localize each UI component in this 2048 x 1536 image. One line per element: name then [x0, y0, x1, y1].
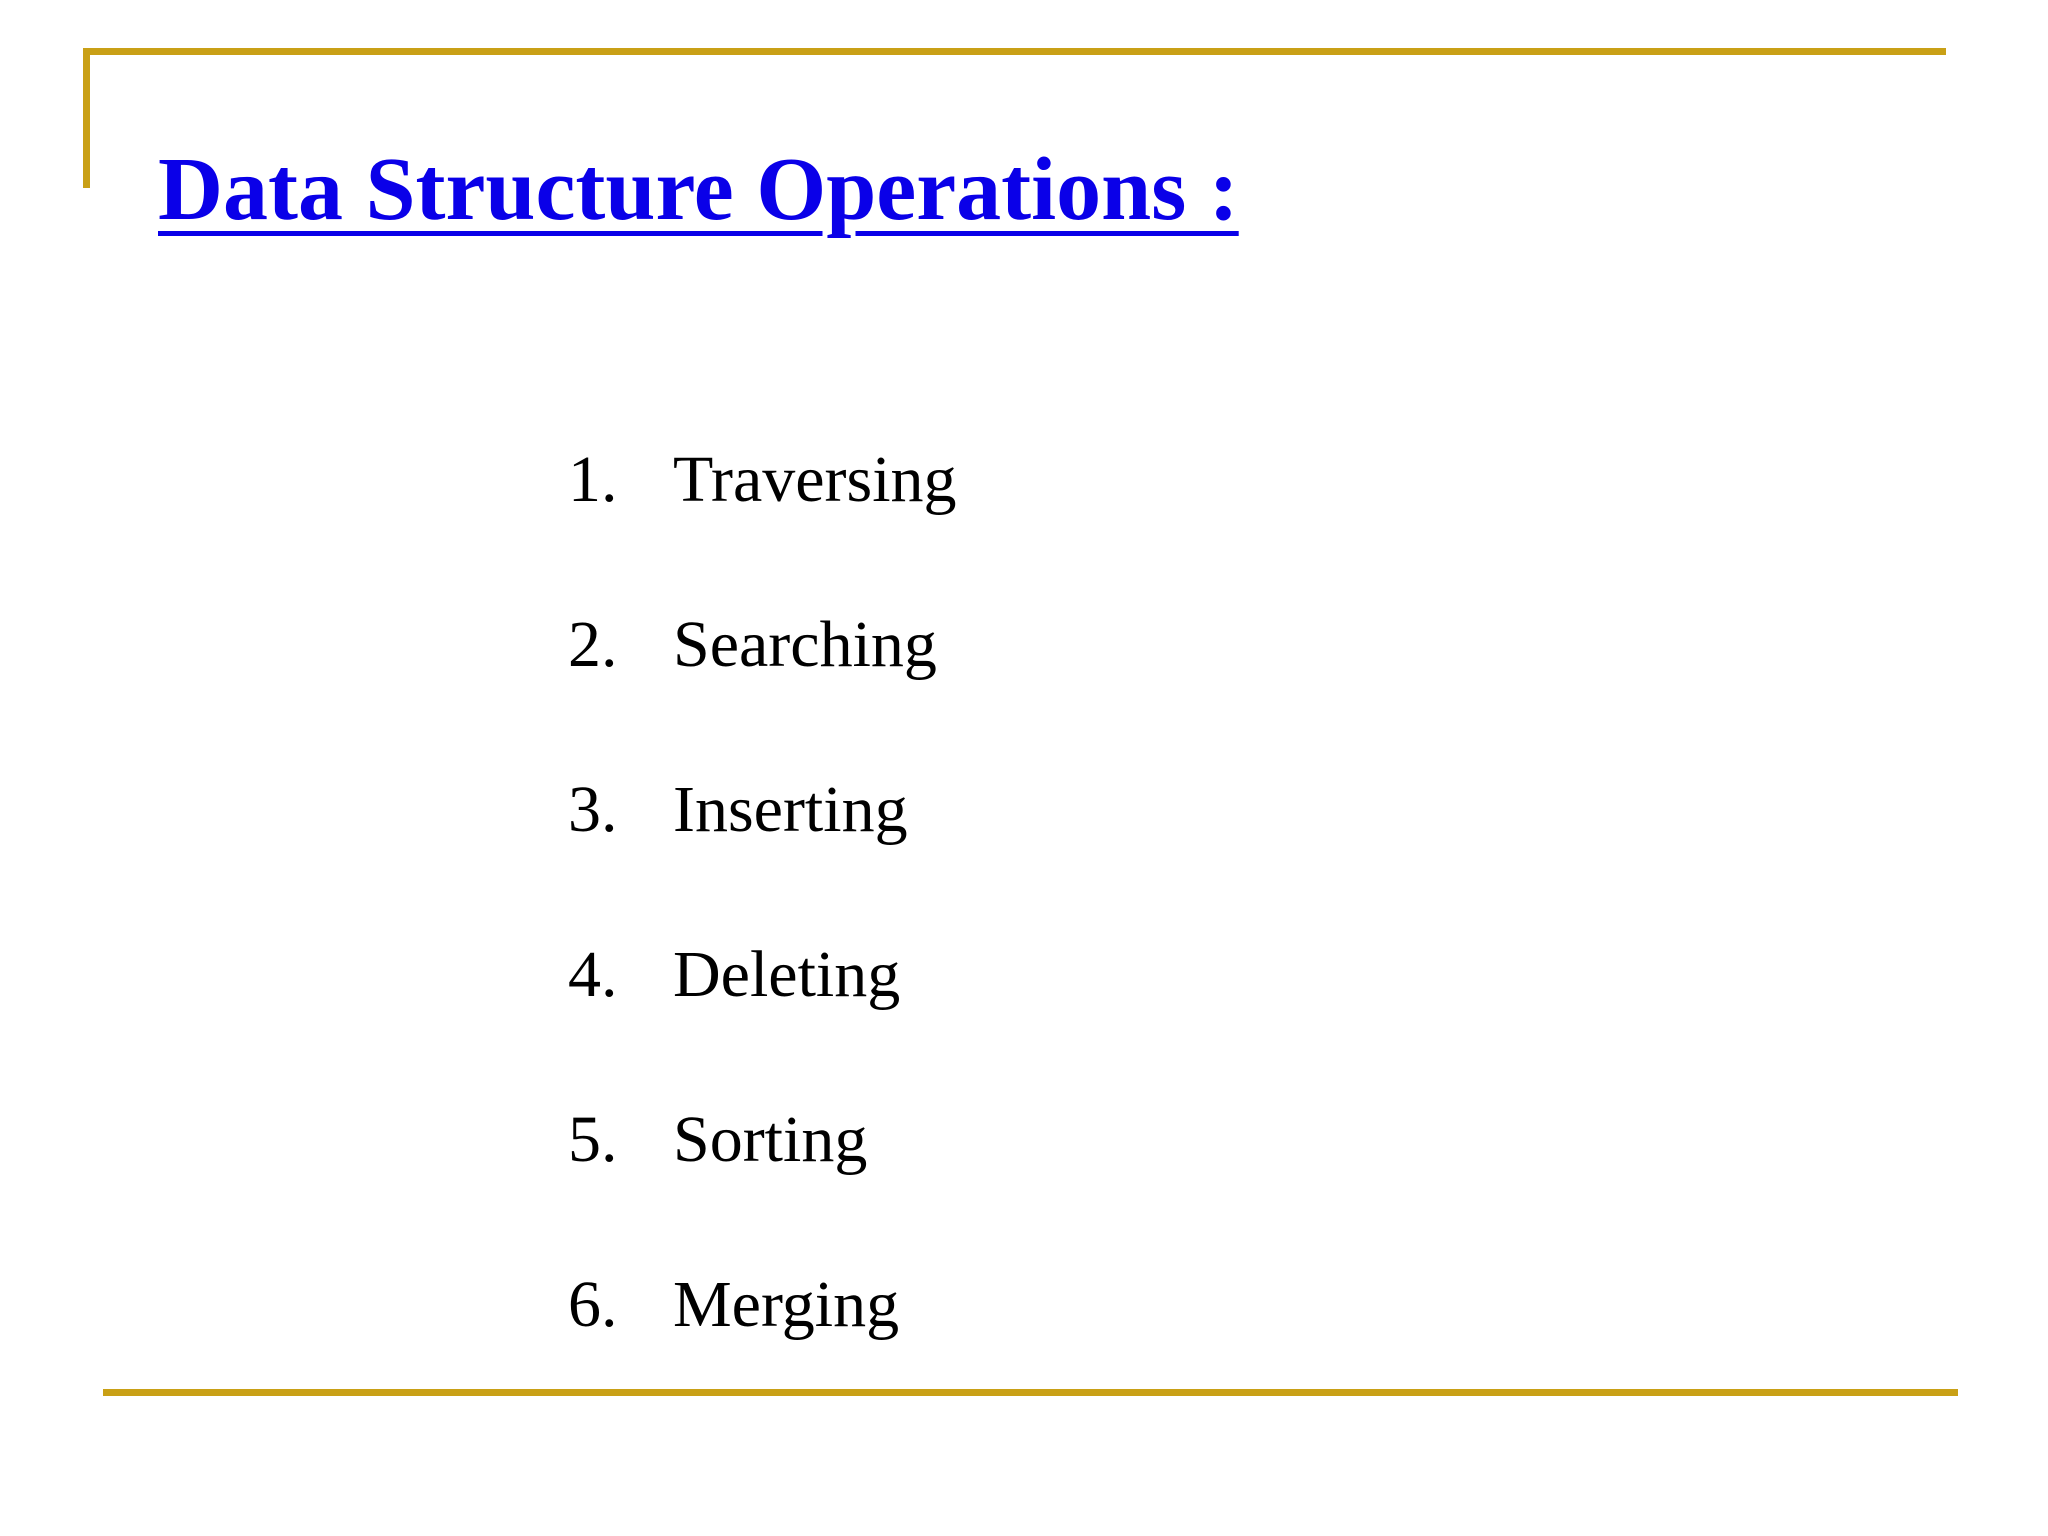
list-item-number: 1. [568, 443, 618, 516]
list-item [568, 760, 957, 925]
list-item [568, 925, 957, 1090]
list-item-number: 2. [568, 608, 618, 681]
list-item-number: 3. [568, 773, 618, 846]
operations-list [568, 430, 957, 1420]
list-item-label: Traversing [673, 443, 957, 516]
list-item-label: Sorting [673, 1103, 868, 1176]
list-item-label: Deleting [673, 938, 901, 1011]
slide-title: Data Structure Operations : [158, 140, 1239, 239]
list-item [568, 430, 957, 595]
list-item-label: Searching [673, 608, 937, 681]
top-border-rule [83, 48, 1946, 55]
left-border-rule [83, 48, 90, 188]
list-item-number: 5. [568, 1103, 618, 1176]
list-item-number: 4. [568, 938, 618, 1011]
list-item [568, 595, 957, 760]
list-item [568, 1090, 957, 1255]
list-item-label: Merging [673, 1268, 900, 1341]
bottom-border-rule [103, 1389, 1958, 1396]
list-item-label: Inserting [673, 773, 908, 846]
list-item-number: 6. [568, 1268, 618, 1341]
